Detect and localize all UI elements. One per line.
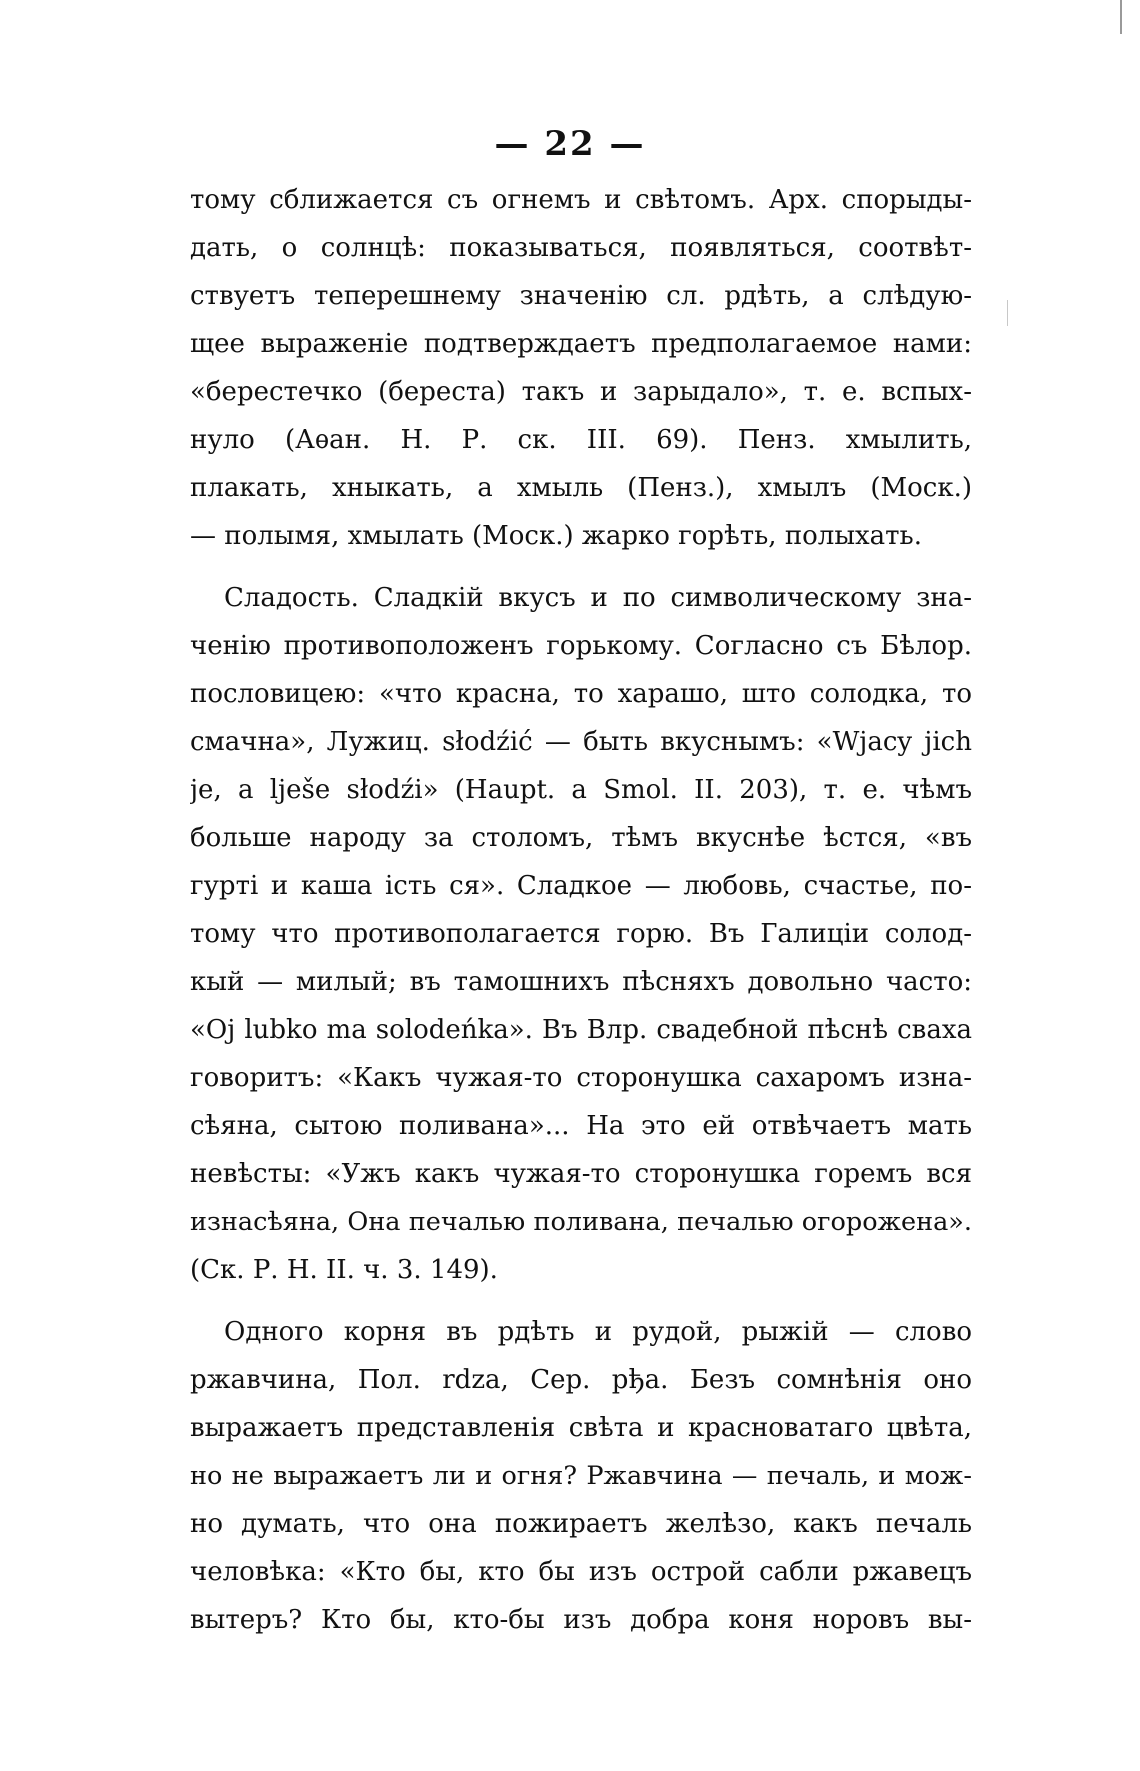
text-line: плакать, хныкать, а хмыль (Пенз.), хмылъ (Моск.) — [190, 473, 972, 503]
page-number: — 22 — — [494, 124, 646, 164]
paragraph-3 — [190, 1308, 972, 1644]
paragraph-1 — [190, 176, 972, 560]
text-line: нуло (Аѳан. Н. Р. ск. III. 69). Пенз. хмылить, — [190, 425, 972, 455]
text-line: ченію противоположенъ горькому. Согласно съ Бѣлор. — [190, 631, 972, 661]
text-line: тому сближается съ огнемъ и свѣтомъ. Арх. спорыды- — [190, 185, 972, 215]
text-line: смачна», Лужиц. słodźić — быть вкуснымъ: «Wjacy jich — [190, 727, 972, 757]
text-line: дать, о солнцѣ: показываться, появляться, соотвѣт- — [190, 233, 972, 263]
text-line: человѣка: «Кто бы, кто бы изъ острой сабли ржавецъ — [190, 1557, 972, 1587]
text-line: Сладость. Сладкій вкусъ и по символическому зна- — [224, 583, 972, 613]
text-line: «берестечко (береста) такъ и зарыдало», т. е. вспых- — [190, 377, 972, 407]
text-line: ствуетъ теперешнему значенію сл. рдѣть, а слѣдую- — [190, 281, 972, 311]
scan-edge-mark — [1120, 0, 1122, 34]
text-line: сѣяна, сытою поливана»... На это ей отвѣчаетъ мать — [190, 1111, 972, 1141]
text-line: (Ск. Р. Н. II. ч. 3. 149). — [190, 1255, 498, 1285]
text-line: выражаетъ представленія свѣта и красноватаго цвѣта, — [190, 1413, 972, 1443]
paragraph-2 — [190, 574, 972, 1294]
paragraph-gap — [190, 560, 972, 574]
text-line: кый — милый; въ тамошнихъ пѣсняхъ довольно часто: — [190, 967, 972, 997]
text-line: гурті и каша ість ся». Сладкое — любовь, счастье, по- — [190, 871, 972, 901]
page-body — [190, 176, 972, 1644]
text-line: но не выражаетъ ли и огня? Ржавчина — печаль, и мож- — [190, 1461, 972, 1491]
text-line: больше народу за столомъ, тѣмъ вкуснѣе ѣстся, «въ — [190, 823, 972, 853]
text-line: говоритъ: «Какъ чужая-то сторонушка сахаромъ изна- — [190, 1063, 972, 1093]
text-line: пословицею: «что красна, то харашо, што солодка, то — [190, 679, 972, 709]
text-line: тому что противополагается горю. Въ Галиціи солод- — [190, 919, 972, 949]
text-line: je, a lješe słodźi» (Haupt. a Smol. II. 203), т. е. чѣмъ — [190, 775, 972, 805]
text-line: изнасѣяна, Она печалью поливана, печалью огорожена». — [190, 1207, 972, 1237]
text-line: вытеръ? Кто бы, кто-бы изъ добра коня норовъ вы- — [190, 1605, 972, 1635]
paragraph-gap — [190, 1294, 972, 1308]
text-line: «Oj lubko ma solodeńka». Въ Влр. свадебной пѣснѣ сваха — [190, 1015, 972, 1045]
scan-edge-mark — [1007, 300, 1008, 326]
text-line: щее выраженіе подтверждаетъ предполагаемое нами: — [190, 329, 972, 359]
text-line: невѣсты: «Ужъ какъ чужая-то сторонушка горемъ вся — [190, 1159, 972, 1189]
text-line: ржавчина, Пол. rdza, Сер. рђа. Безъ сомнѣнія оно — [190, 1365, 972, 1395]
text-line: — полымя, хмылать (Моск.) жарко горѣть, полыхать. — [190, 521, 922, 551]
text-line: Одного корня въ рдѣть и рудой, рыжій — слово — [224, 1317, 972, 1347]
text-line: но думать, что она пожираетъ желѣзо, какъ печаль — [190, 1509, 972, 1539]
